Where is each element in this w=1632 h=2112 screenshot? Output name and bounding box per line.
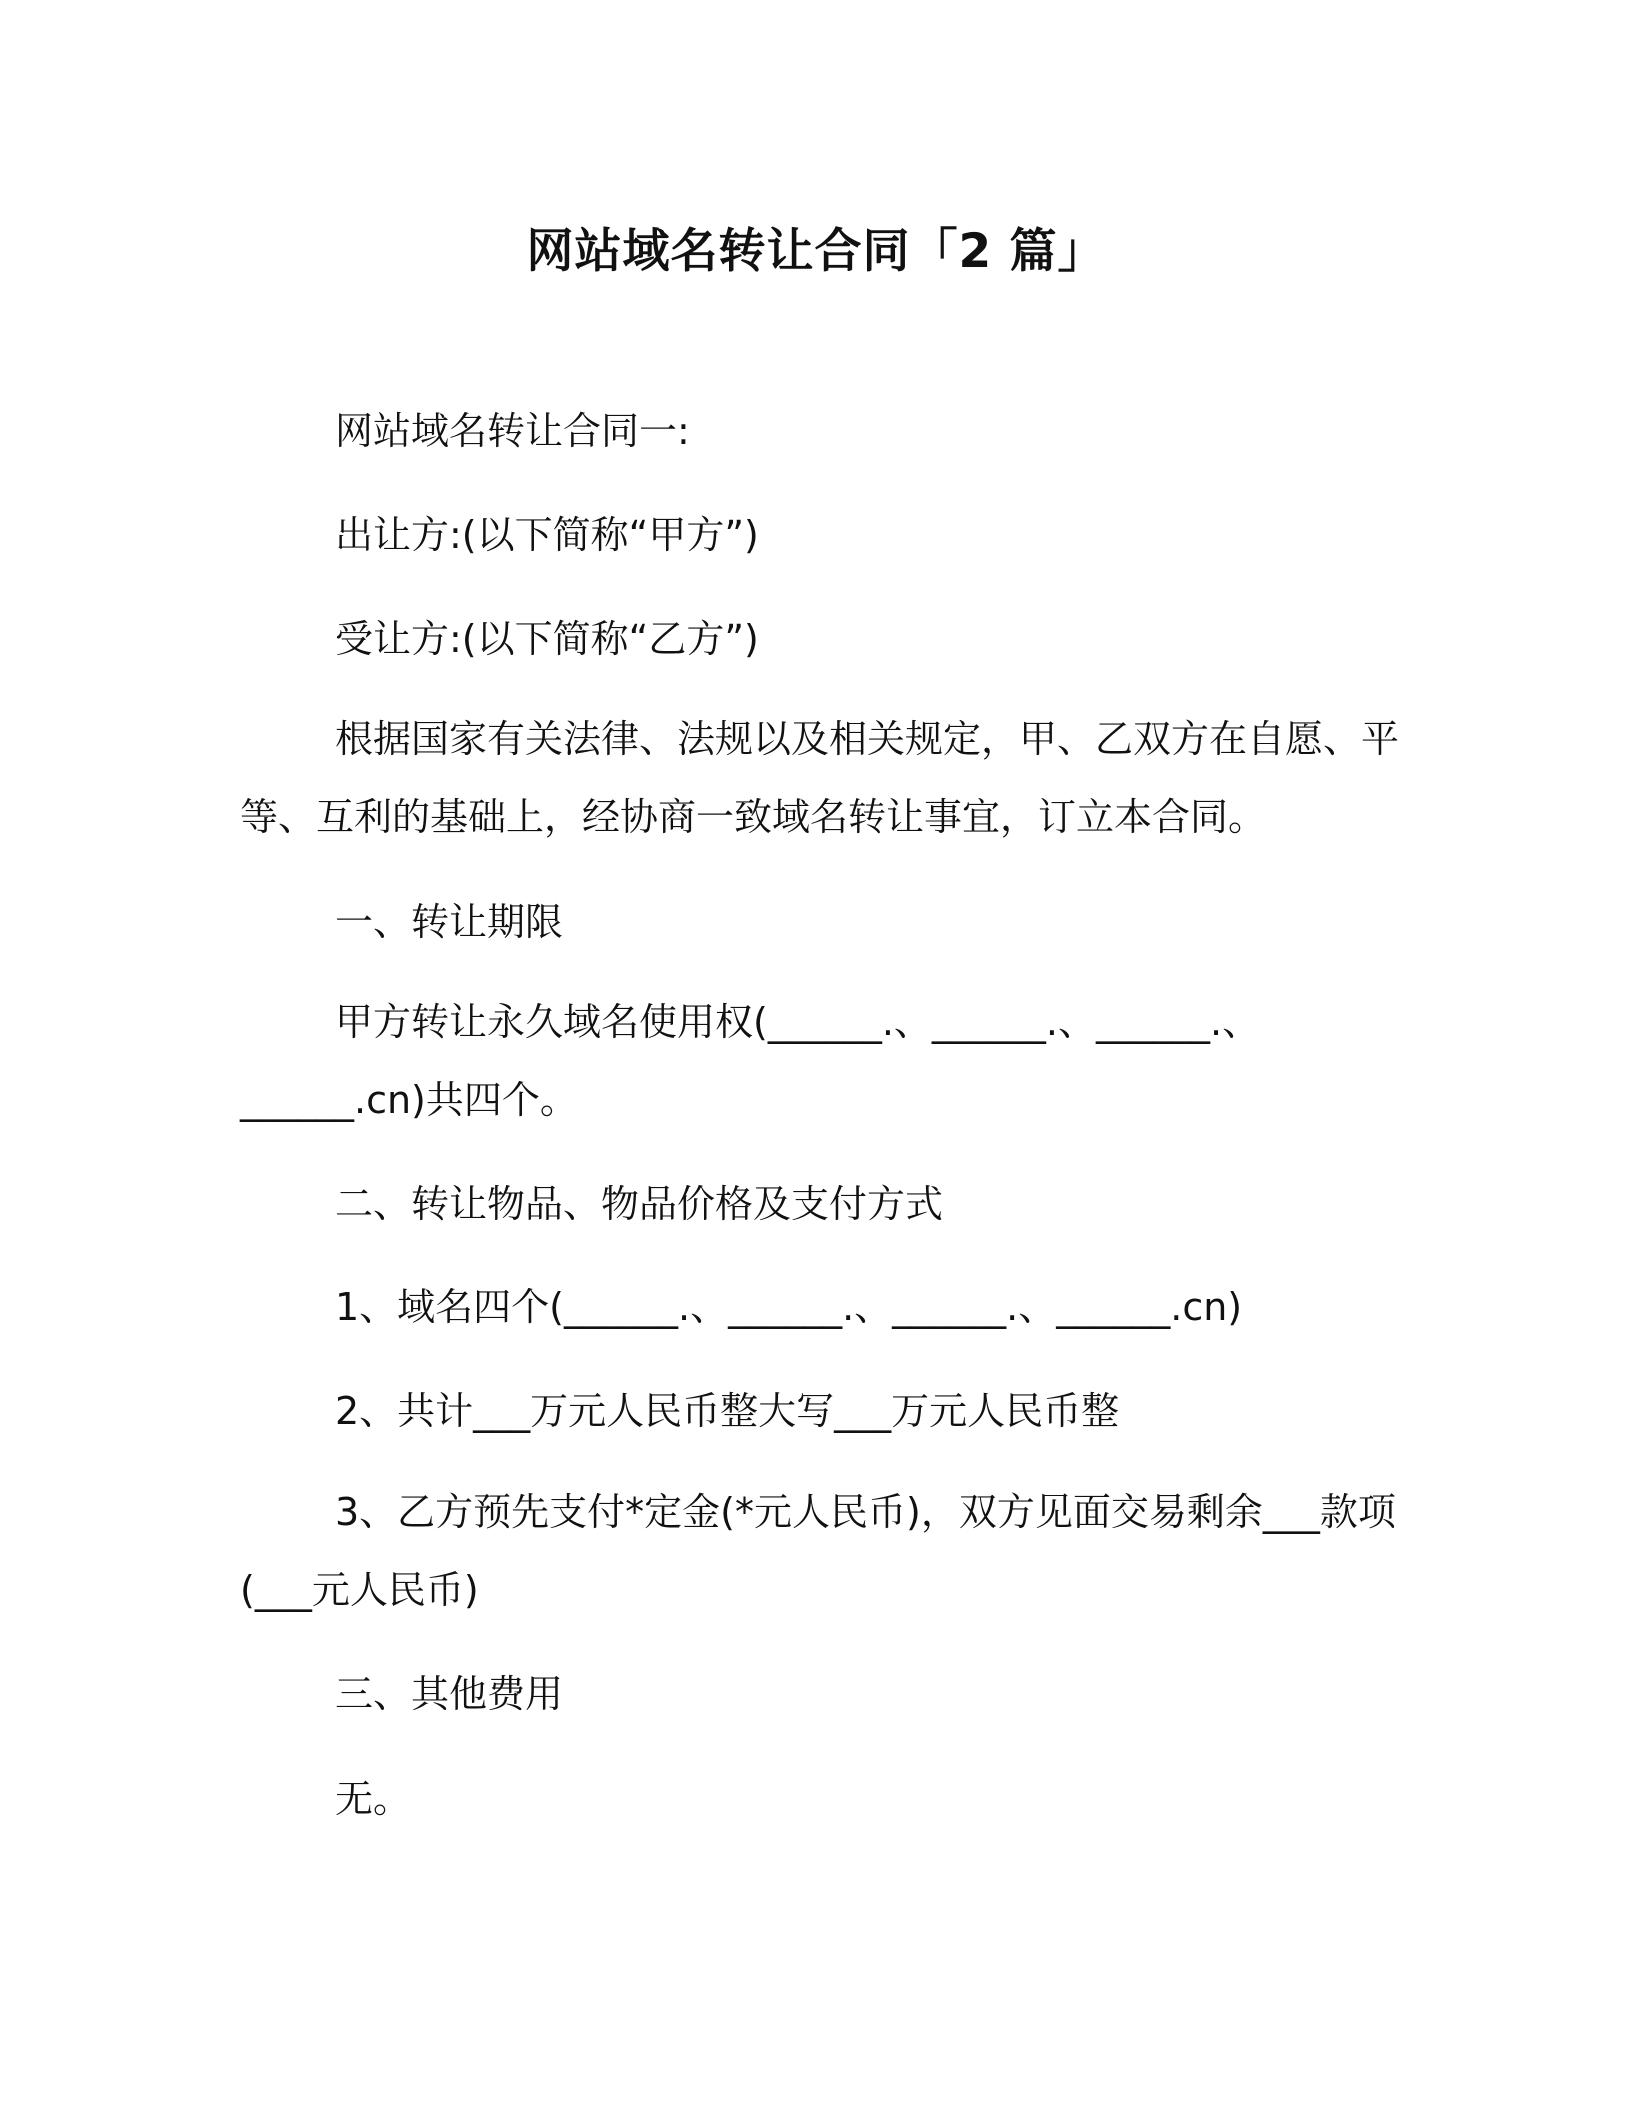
section-1-title bbox=[240, 883, 1390, 961]
document-title: 网站域名转让合同「2 篇」 bbox=[526, 224, 1106, 279]
section-3-title-text: 三、其他费用 bbox=[335, 1672, 564, 1716]
party-a-text: 出让方:(以下简称“甲方”) bbox=[335, 513, 759, 557]
section-3-paragraph bbox=[240, 1760, 1390, 1838]
item-2-text: 2、共计___万元人民币整大写___万元人民币整 bbox=[335, 1389, 1120, 1433]
section-2-title bbox=[240, 1165, 1390, 1243]
item-1-text: 1、域名四个(______.、______.、______.、______.cn) bbox=[335, 1285, 1243, 1329]
item-3 bbox=[240, 1473, 1396, 1629]
party-b-text: 受让方:(以下简称“乙方”) bbox=[335, 617, 759, 661]
section-1-paragraph bbox=[240, 983, 1390, 1139]
section-3-text: 无。 bbox=[335, 1777, 412, 1821]
section-1-line-2: ______.cn)共四个。 bbox=[240, 1078, 578, 1122]
intro-line-2: 等、互利的基础上，经协商一致域名转让事宜，订立本合同。 bbox=[240, 795, 1267, 839]
item-1 bbox=[240, 1268, 1390, 1346]
section-1-line-1: 甲方转让永久域名使用权(______.、______.、______.、 bbox=[335, 1000, 1261, 1044]
intro-paragraph bbox=[240, 700, 1400, 856]
section-3-title bbox=[240, 1655, 1390, 1733]
party-a bbox=[240, 496, 1390, 574]
item-3-line-1: 3、乙方预先支付*定金(*元人民币)，双方见面交易剩余___款项 bbox=[335, 1490, 1396, 1534]
section-2-title-text: 二、转让物品、物品价格及支付方式 bbox=[335, 1182, 944, 1226]
contract-heading bbox=[240, 392, 1390, 470]
party-b bbox=[240, 600, 1390, 678]
item-3-line-2: (___元人民币) bbox=[240, 1568, 479, 1612]
section-1-title-text: 一、转让期限 bbox=[335, 900, 564, 944]
contract-heading-text: 网站域名转让合同一: bbox=[335, 409, 690, 453]
intro-line-1: 根据国家有关法律、法规以及相关规定，甲、乙双方在自愿、平 bbox=[335, 717, 1400, 761]
item-2 bbox=[240, 1372, 1390, 1450]
